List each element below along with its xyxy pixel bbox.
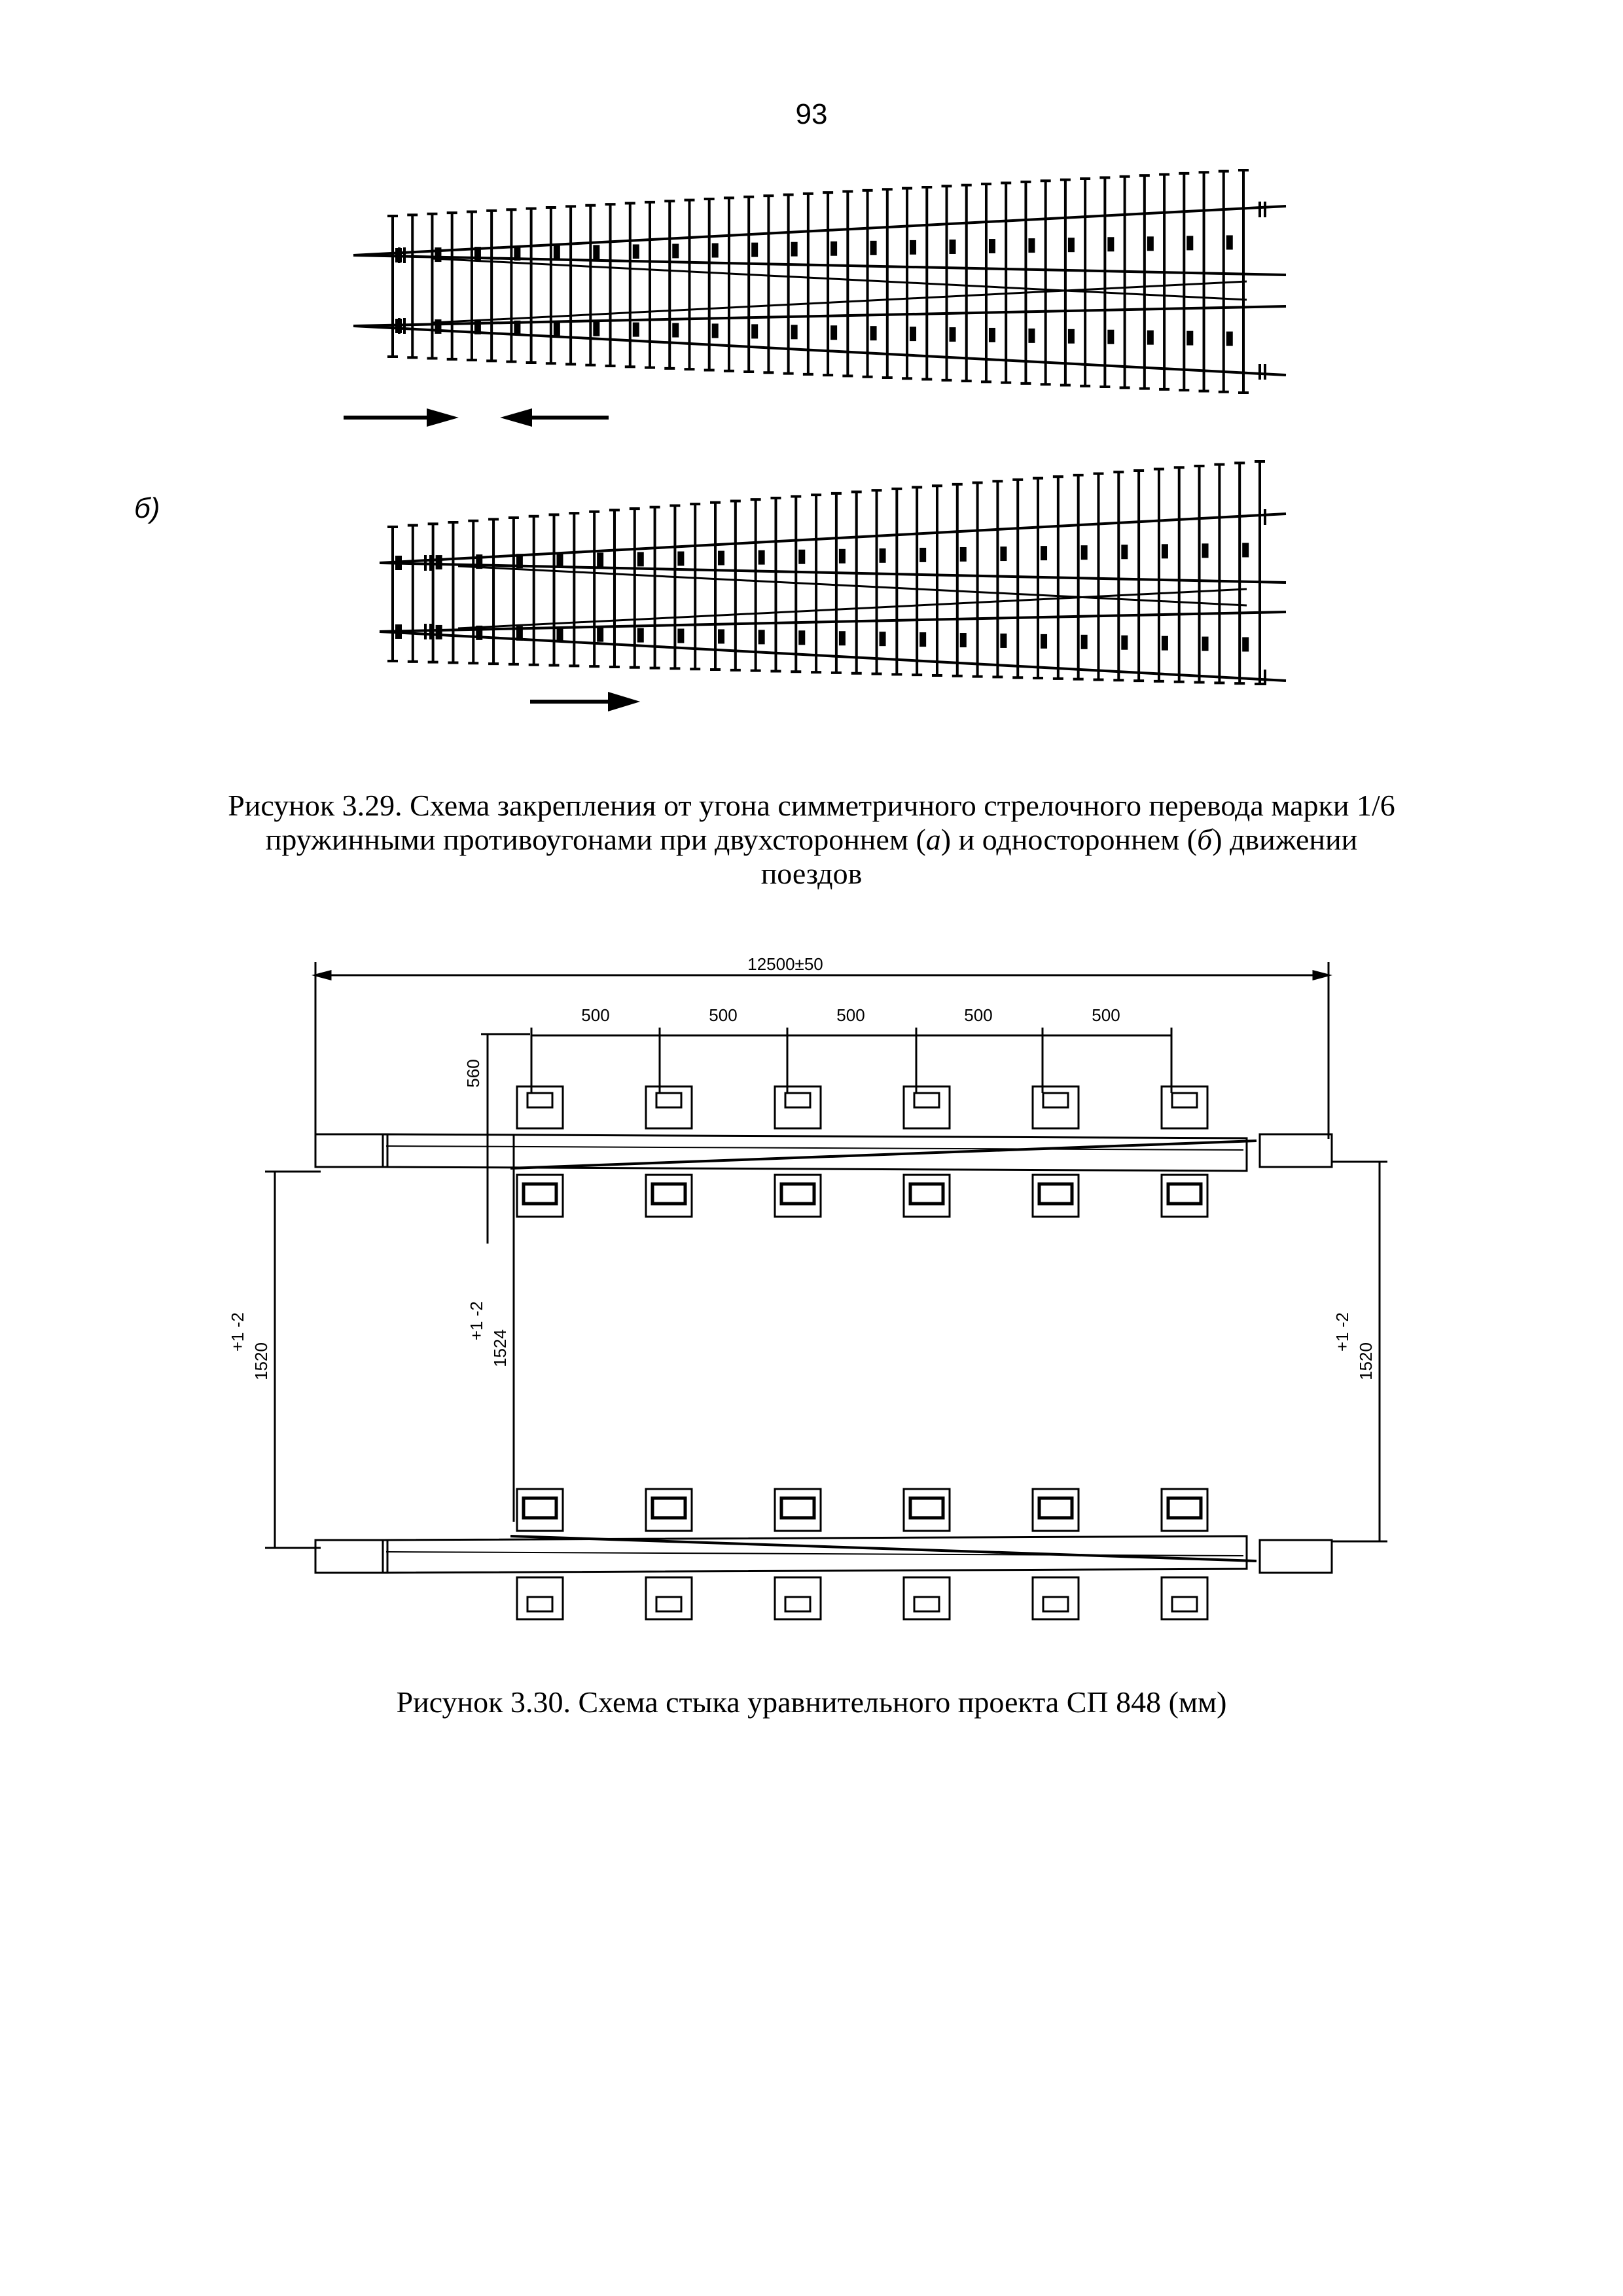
- fastener-plate: [1162, 1577, 1207, 1619]
- dim-offset: 560: [463, 1059, 483, 1088]
- bolt-pair: [781, 1184, 814, 1204]
- clamp: [785, 1597, 810, 1611]
- clamp: [785, 1093, 810, 1107]
- bolt-pair: [910, 1498, 943, 1518]
- dim-gauge-left-tolerance: +1 -2: [228, 1312, 247, 1352]
- caption-text: ) движении: [1212, 823, 1358, 856]
- rail-end-stub: [315, 1540, 387, 1573]
- clamp: [1043, 1093, 1068, 1107]
- clamp: [656, 1597, 681, 1611]
- bolt-pair: [652, 1184, 685, 1204]
- dim-gauge-mid-tolerance: +1 -2: [467, 1301, 486, 1340]
- dim-spacing-5: 500: [1092, 1005, 1120, 1025]
- dim-spacing-4: 500: [964, 1005, 993, 1025]
- caption-text: ) и одностороннем (: [940, 823, 1198, 856]
- fastener-plate: [904, 1577, 950, 1619]
- caption-italic-b: б: [1197, 823, 1213, 856]
- dim-gauge-right-tolerance: +1 -2: [1332, 1312, 1352, 1352]
- clamp: [527, 1093, 552, 1107]
- fastener-plate: [646, 1577, 692, 1619]
- caption-text: пружинными противоугонами при двухстороннем (: [265, 823, 926, 856]
- bolt-pair: [524, 1498, 556, 1518]
- dim-spacing-3: 500: [836, 1005, 865, 1025]
- joint-track-assembly: [315, 1086, 1332, 1619]
- bolt-pair: [910, 1184, 943, 1204]
- bolt-pair: [1168, 1184, 1201, 1204]
- bolt-pair: [524, 1184, 556, 1204]
- rail-end-stub: [1260, 1134, 1332, 1167]
- dim-gauge-right: 1520: [1356, 1342, 1376, 1380]
- clamp: [914, 1597, 939, 1611]
- caption-line-1: Рисунок 3.29. Схема закрепления от угона симметричного стрелочного перевода марки 1/6: [228, 789, 1395, 822]
- fastener-plate: [775, 1577, 821, 1619]
- fastener-plate: [1033, 1577, 1079, 1619]
- dim-spacing-1: 500: [581, 1005, 610, 1025]
- page-number: 93: [795, 98, 828, 130]
- dim-gauge-mid: 1524: [490, 1329, 510, 1367]
- clamp: [527, 1597, 552, 1611]
- rail-end-stub: [315, 1134, 387, 1167]
- rail-end-stub: [1260, 1540, 1332, 1573]
- dimension-lines: [265, 962, 1387, 1548]
- fastener-plate: [517, 1577, 563, 1619]
- bolt-pair: [652, 1498, 685, 1518]
- rail-body: [383, 1134, 1247, 1171]
- part-b-label: б): [134, 492, 160, 524]
- bolt-pair: [1168, 1498, 1201, 1518]
- clamp: [914, 1093, 939, 1107]
- clamp: [1172, 1093, 1197, 1107]
- clamp: [1043, 1597, 1068, 1611]
- bolt-pair: [781, 1498, 814, 1518]
- dim-spacing-2: 500: [709, 1005, 738, 1025]
- switch-rail: [510, 1536, 1257, 1561]
- caption-line-3: поездов: [760, 857, 863, 890]
- clamp: [1172, 1597, 1197, 1611]
- clamp: [656, 1093, 681, 1107]
- caption-italic-a: а: [925, 823, 941, 856]
- dim-overall: 12500±50: [747, 954, 823, 974]
- dim-gauge-left: 1520: [251, 1342, 271, 1380]
- bolt-pair: [1039, 1184, 1072, 1204]
- bolt-pair: [1039, 1498, 1072, 1518]
- figure-3-30-caption: Рисунок 3.30. Схема стыка уравнительного проекта СП 848 (мм): [396, 1685, 1227, 1719]
- switch-rail: [510, 1141, 1257, 1168]
